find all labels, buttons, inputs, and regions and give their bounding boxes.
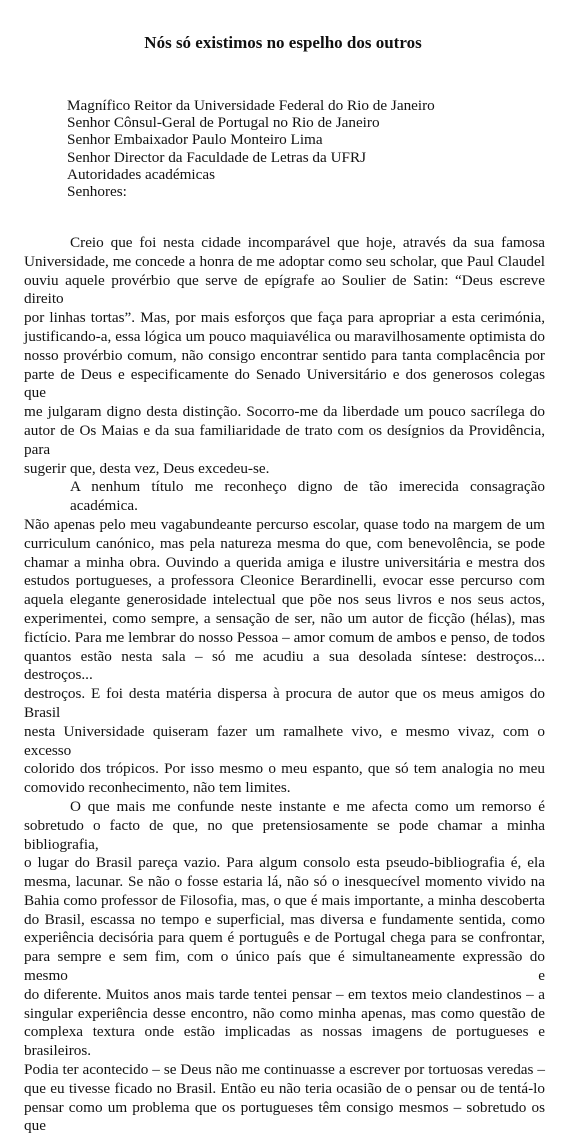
text-line: destroços. E foi desta matéria dispersa à procura de autor que os meus amigos do Brasil bbox=[24, 685, 545, 721]
text-line: comovido reconhecimento, não tem limites. bbox=[24, 779, 291, 797]
text-line: autor de Os Maias e da sua familiaridade de trato com os desígnios da Providência, para bbox=[24, 421, 545, 458]
salutation-line: Senhor Cônsul-Geral de Portugal no Rio de Janeiro bbox=[67, 114, 380, 132]
text-line: me julgaram digno desta distinção. Socorro-me da liberdade um pouco sacrílega do bbox=[24, 403, 545, 421]
text-line: parte de Deus e especificamente do Senado Universitário e dos generosos colegas que bbox=[24, 365, 545, 402]
paragraph bbox=[24, 798, 545, 1136]
text-line: fictício. Para me lembrar do nosso Pessoa – amor comum de ambos e penso, de todos bbox=[24, 628, 545, 646]
text-line: O que mais me confunde neste instante e me afecta como um remorso é bbox=[70, 797, 545, 815]
text-line: complexa textura onde estão implicadas as nossas imagens de portugueses e brasileiros. bbox=[24, 1023, 545, 1060]
text-line: sobretudo o facto de que, no que pretensiosamente se pode chamar a minha bibliografia, bbox=[24, 816, 545, 853]
text-line: aquela elegante generosidade intelectual que põe nos seus livros e nos seus actos, bbox=[24, 591, 545, 609]
text-line: colorido dos trópicos. Por isso mesmo o meu espanto, que só tem analogia no meu bbox=[24, 760, 545, 778]
text-line: pensar como um problema que os portugueses têm consigo mesmos – sobretudo os que bbox=[24, 1098, 545, 1135]
text-line: Não apenas pelo meu vagabundeante percurso escolar, quase todo na margem de um bbox=[24, 515, 545, 533]
document-title: Nós só existimos no espelho dos outros bbox=[144, 33, 422, 52]
salutation-block bbox=[67, 97, 435, 200]
text-line: sugerir que, desta vez, Deus excedeu-se. bbox=[24, 459, 270, 477]
text-line: A nenhum título me reconheço digno de tão imerecida consagração académica. bbox=[70, 478, 545, 515]
text-line: nesta Universidade quiseram fazer um ramalhete vivo, e mesmo vivaz, com o excesso bbox=[24, 722, 545, 759]
text-line: curriculum canónico, mas pela natureza mesma do que, com benevolência, se pode bbox=[24, 534, 545, 552]
salutation-line: Senhor Embaixador Paulo Monteiro Lima bbox=[67, 131, 323, 149]
salutation-line: Autoridades académicas bbox=[67, 165, 216, 183]
text-line: singular experiência desse encontro, não como minha apenas, mas como questão de bbox=[24, 1004, 545, 1022]
text-line: que eu tivesse ficado no Brasil. Então eu não teria ocasião de o pensar ou de tentá-lo bbox=[24, 1079, 545, 1097]
body-text bbox=[24, 234, 545, 1136]
text-line: o lugar do Brasil pareça vazio. Para algum consolo esta pseudo-bibliografia é, ela bbox=[24, 854, 545, 872]
text-line: estudos portugueses, a professora Cleonice Berardinelli, evocar esse percurso com bbox=[24, 572, 545, 590]
salutation-line: Senhor Director da Faculdade de Letras da UFRJ bbox=[67, 148, 367, 166]
salutation-line: Magnífico Reitor da Universidade Federal do Rio de Janeiro bbox=[67, 97, 435, 114]
text-line: Podia ter acontecido – se Deus não me continuasse a escrever por tortuosas veredas – bbox=[24, 1061, 545, 1079]
text-line: Bahia como professor de Filosofia, mas, o que é mais importante, a minha descoberta bbox=[24, 891, 545, 909]
paragraph bbox=[24, 478, 545, 798]
text-line: experimentei, como sempre, a sensação de ser, não um autor de ficção (hélas), mas bbox=[24, 609, 545, 627]
text-line: do Brasil, escassa no tempo e superficial, mas diversa e fundamente sentida, como bbox=[24, 910, 545, 928]
text-line: mesma, lacunar. Se não o fosse estaria lá, não só o inesquecível momento vivido na bbox=[24, 873, 545, 891]
text-line: Creio que foi nesta cidade incomparável que hoje, através da sua famosa bbox=[70, 234, 545, 251]
text-line: nosso provérbio comum, não consigo encontrar sentido para tanta complacência por bbox=[24, 346, 545, 364]
text-line: por linhas tortas”. Mas, por mais esforços que faça para apropriar a esta cerimónia, bbox=[24, 309, 545, 327]
text-line: ouviu aquele provérbio que serve de epígrafe ao Soulier de Satin: “Deus escreve direito bbox=[24, 271, 545, 308]
text-line: quantos estão nesta sala – só me acudiu a sua desolada síntese: destroços... destroços... bbox=[24, 647, 545, 684]
text-line: para sempre e sem fim, com o único país que é simultaneamente expressão do mesmo e bbox=[24, 948, 545, 985]
paragraph bbox=[24, 234, 545, 478]
text-line: justificando-a, essa lógica um pouco maquiavélica ou maravilhosamente optimista do bbox=[24, 327, 545, 345]
text-line: experiência decisória para quem é português e de Portugal chega para se confrontar, bbox=[24, 929, 545, 947]
text-line: chamar a minha obra. Ouvindo a querida amiga e ilustre universitária e mestra dos bbox=[24, 553, 545, 571]
text-line: Universidade, me concede a honra de me adoptar como seu scholar, que Paul Claudel bbox=[24, 252, 545, 270]
salutation-line: Senhores: bbox=[67, 183, 127, 201]
text-line: do diferente. Muitos anos mais tarde tentei pensar – em textos meio clandestinos – a bbox=[24, 985, 545, 1003]
